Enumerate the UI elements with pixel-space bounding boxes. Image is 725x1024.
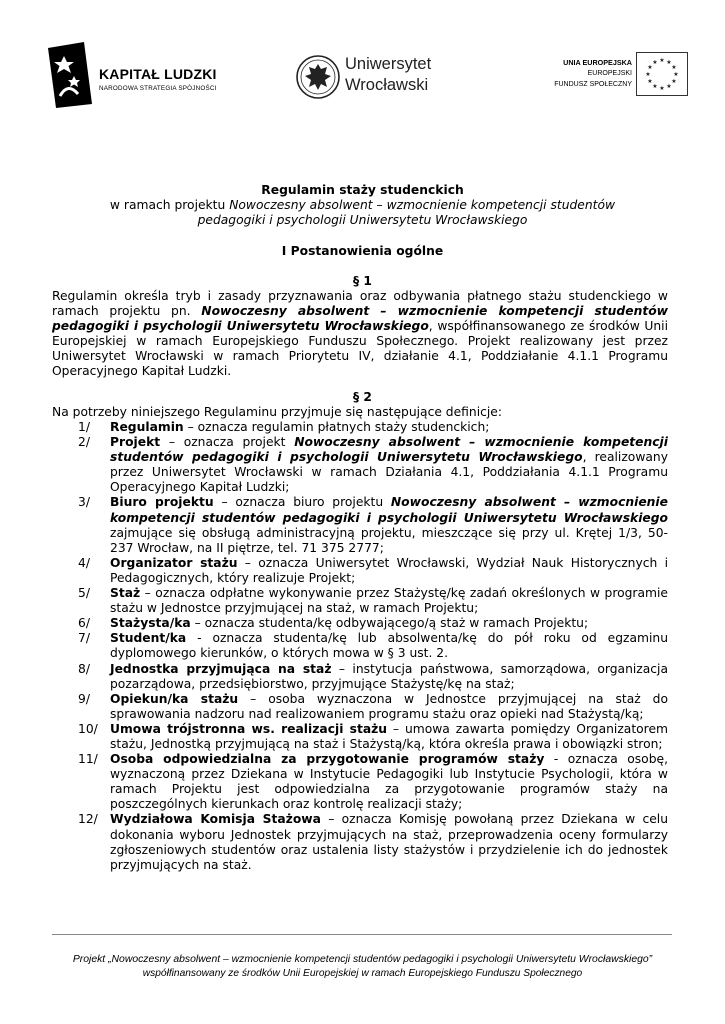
definition-text: – oznacza regulamin płatnych staży studenckich; <box>183 420 490 434</box>
definition-body <box>110 435 668 495</box>
kapital-ludzki-emblem-icon <box>44 42 94 108</box>
ue-line1: UNIA EUROPEJSKA <box>563 58 632 67</box>
definition-project-name: Nowoczesny absolwent – wzmocnienie kompetencji studentów pedagogiki i psychologii Uniwersytetu Wrocławskiego <box>110 495 668 525</box>
svg-text:★: ★ <box>671 78 677 85</box>
definition-term: Osoba odpowiedzialna za przygotowanie programów staży <box>110 752 545 767</box>
definition-number: 7/ <box>78 631 90 646</box>
definition-number: 5/ <box>78 586 90 601</box>
definition-number: 8/ <box>78 661 90 676</box>
definition-number: 12/ <box>78 812 98 827</box>
footer-divider <box>52 934 672 935</box>
definition-item <box>78 420 668 435</box>
svg-text:★: ★ <box>652 59 658 66</box>
definition-item <box>78 692 668 722</box>
definition-item <box>78 556 668 586</box>
paragraph-2-sign: § 2 <box>353 390 372 404</box>
paragraph-1-sign: § 1 <box>353 274 372 288</box>
definition-text: – osoba wyznaczona w Jednostce przyjmującej na staż do sprawowania nadzoru nad realizowaniem programu stażu oraz opieki nad Stażystą/ką; <box>110 691 669 721</box>
definition-number: 9/ <box>78 691 90 706</box>
kapital-ludzki-logo <box>44 42 234 108</box>
definition-body <box>110 662 668 692</box>
definition-body <box>110 692 668 722</box>
svg-text:★: ★ <box>659 85 665 92</box>
definitions-list <box>78 420 668 873</box>
par1-text-a: Regulamin określa tryb i zasady przyznawania oraz odbywania płatnego stażu studenckiego w ramach projektu pn. <box>52 289 668 319</box>
definition-item <box>78 662 668 692</box>
definition-number: 4/ <box>78 555 90 570</box>
definition-text: – oznacza projekt <box>160 435 295 450</box>
section-heading: I Postanowienia ogólne <box>281 244 444 258</box>
definition-body <box>110 752 668 812</box>
document-subtitle-line2: pedagogiki i psychologii Uniwersytetu Wrocławskiego <box>197 213 528 227</box>
definition-number: 10/ <box>78 721 98 736</box>
definition-text: – umowa zawarta pomiędzy Organizatorem stażu, Jednostką przyjmującą na staż i Stażystą/ką, która określa prawa i obowiązki stron; <box>110 721 669 751</box>
svg-text:★: ★ <box>666 83 672 90</box>
definition-body <box>110 722 668 752</box>
definition-item <box>78 435 668 495</box>
definition-body <box>110 586 668 616</box>
definition-term: Organizator stażu <box>110 555 238 570</box>
definition-item <box>78 812 668 872</box>
ue-line3: FUNDUSZ SPOŁECZNY <box>554 81 632 88</box>
definition-number: 3/ <box>78 495 90 510</box>
subtitle-project-name-part1: Nowoczesny absolwent – wzmocnienie kompetencji studentów <box>229 198 616 212</box>
svg-text:★: ★ <box>645 71 651 78</box>
svg-text:★: ★ <box>671 64 677 71</box>
definition-term: Stażysta/ka <box>110 616 191 631</box>
definition-number: 1/ <box>78 420 90 434</box>
definition-text: – oznacza odpłatne wykonywanie przez Stażystę/kę zadań określonych w programie stażu w Jednostce przyjmującej na staż, w ramach Projektu; <box>110 586 668 616</box>
definition-term: Jednostka przyjmująca na staż <box>110 661 332 676</box>
definition-number: 6/ <box>78 616 90 631</box>
definition-project-name: Nowoczesny absolwent – wzmocnienie kompetencji studentów pedagogiki i psychologii Uniwersytetu Wrocławskiego <box>110 435 668 465</box>
definition-term: Student/ka <box>110 631 187 646</box>
svg-text:★: ★ <box>647 64 653 71</box>
document-subtitle-line1 <box>0 198 725 212</box>
definition-text: – oznacza Komisję powołaną przez Dziekana w celu dokonania wyboru Jednostek przyjmujących na staż, przeprowadzenia oceny formularzy zgłoszeniowych studentów oraz ustalenia listy stażystów i przydzielenie ich do jednostek przyjmujących na staż. <box>110 812 669 872</box>
kapital-ludzki-title: KAPITAŁ LUDZKI <box>99 66 217 82</box>
paragraph-2-intro: Na potrzeby niniejszego Regulaminu przyjmuje się następujące definicje: <box>52 405 503 419</box>
definition-body <box>110 420 668 435</box>
definition-term: Wydziałowa Komisja Stażowa <box>110 812 321 827</box>
unia-europejska-logo <box>548 52 688 100</box>
par1-text-b: , współfinansowanego ze środków Unii Europejskiej w ramach Europejskiego Funduszu Społecznego. Projekt realizowany jest przez Uniwersytet Wrocławski w ramach Priorytetu IV, działanie 4.1, Poddziałanie 4.1.1 Programu Operacyjnego Kapitał Ludzki. <box>52 319 669 379</box>
definition-text: – oznacza studenta/kę odbywającego/ą staż w ramach Projektu; <box>190 616 589 631</box>
definition-body <box>110 812 668 872</box>
svg-text:★: ★ <box>659 57 665 64</box>
definition-body <box>110 495 668 555</box>
definition-item <box>78 495 668 555</box>
paragraph-1-text <box>52 289 668 380</box>
kapital-ludzki-subtitle: NARODOWA STRATEGIA SPÓJNOŚCI <box>99 85 217 92</box>
uniwersytet-line1: Uniwersytet <box>345 55 432 73</box>
definition-term: Opiekun/ka stażu <box>110 691 239 706</box>
definition-text: – oznacza Uniwersytet Wrocławski, Wydział Nauk Historycznych i Pedagogicznych, który realizuje Projekt; <box>110 555 668 585</box>
uniwersytet-line2: Wrocławski <box>345 76 429 94</box>
definition-item <box>78 586 668 616</box>
definition-text: - oznacza studenta/kę lub absolwenta/kę do pół roku od egzaminu dyplomowego kierunków, o których mowa w § 3 ust. 2. <box>110 631 668 661</box>
subtitle-prefix: w ramach projektu <box>109 198 230 212</box>
definition-body <box>110 616 668 631</box>
definition-body <box>110 556 668 586</box>
definition-term: Staż <box>110 586 141 601</box>
svg-text:★: ★ <box>647 78 653 85</box>
definition-item <box>78 722 668 752</box>
definition-item <box>78 616 668 631</box>
footer-line1: Projekt „Nowoczesny absolwent – wzmocnienie kompetencji studentów pedagogiki i psychologii Uniwersytetu Wrocławskiego” <box>72 954 653 965</box>
definition-number: 2/ <box>78 435 90 450</box>
definition-term: Biuro projektu <box>110 495 214 510</box>
university-eagle-emblem-icon <box>296 54 340 100</box>
definition-text: – oznacza biuro projektu <box>213 495 391 510</box>
definition-text: - oznacza osobę, wyznaczoną przez Dziekana w Instytucie Pedagogiki lub Instytucie Psychologii, która w ramach Projektu jest odpowiedzialna za przygotowanie programów staży na poszczególnych kierunkach oraz kontrolę realizacji staży; <box>110 752 668 812</box>
definition-text-tail: , realizowany przez Uniwersytet Wrocławski w ramach Działania 4.1, Poddziałania 4.1.1 Programu Operacyjnego Kapitał Ludzki; <box>110 450 668 495</box>
uniwersytet-logo <box>296 52 446 104</box>
definition-number: 11/ <box>78 752 98 767</box>
ue-line2: EUROPEJSKI <box>587 70 632 77</box>
definition-term: Projekt <box>110 435 161 450</box>
definition-text-tail: zajmujące się obsługą administracyjną projektu, mieszczące się przy ul. Krętej 1/3, 50-237 Wrocław, na II piętrze, tel. 71 375 2777; <box>110 525 668 555</box>
par1-project-name: Nowoczesny absolwent – wzmocnienie kompetencji studentów pedagogiki i psychologii Uniwersytetu Wrocławskiego <box>52 304 669 334</box>
eu-flag-icon <box>636 52 688 96</box>
definition-text: – instytucja państwowa, samorządowa, organizacja pozarządowa, przedsiębiorstwo, przyjmujące Stażystę/kę na staż; <box>110 661 668 691</box>
definition-body <box>110 631 668 661</box>
svg-text:★: ★ <box>652 83 658 90</box>
definition-item <box>78 631 668 661</box>
definition-term: Umowa trójstronna ws. realizacji stażu <box>110 721 388 736</box>
document-title: Regulamin staży studenckich <box>261 183 464 197</box>
svg-text:★: ★ <box>666 59 672 66</box>
definition-term: Regulamin <box>110 420 184 434</box>
definition-item <box>78 752 668 812</box>
footer-line2: współfinansowany ze środków Unii Europejskiej w ramach Europejskiego Funduszu Społecznego <box>142 968 583 979</box>
svg-text:★: ★ <box>673 71 679 78</box>
